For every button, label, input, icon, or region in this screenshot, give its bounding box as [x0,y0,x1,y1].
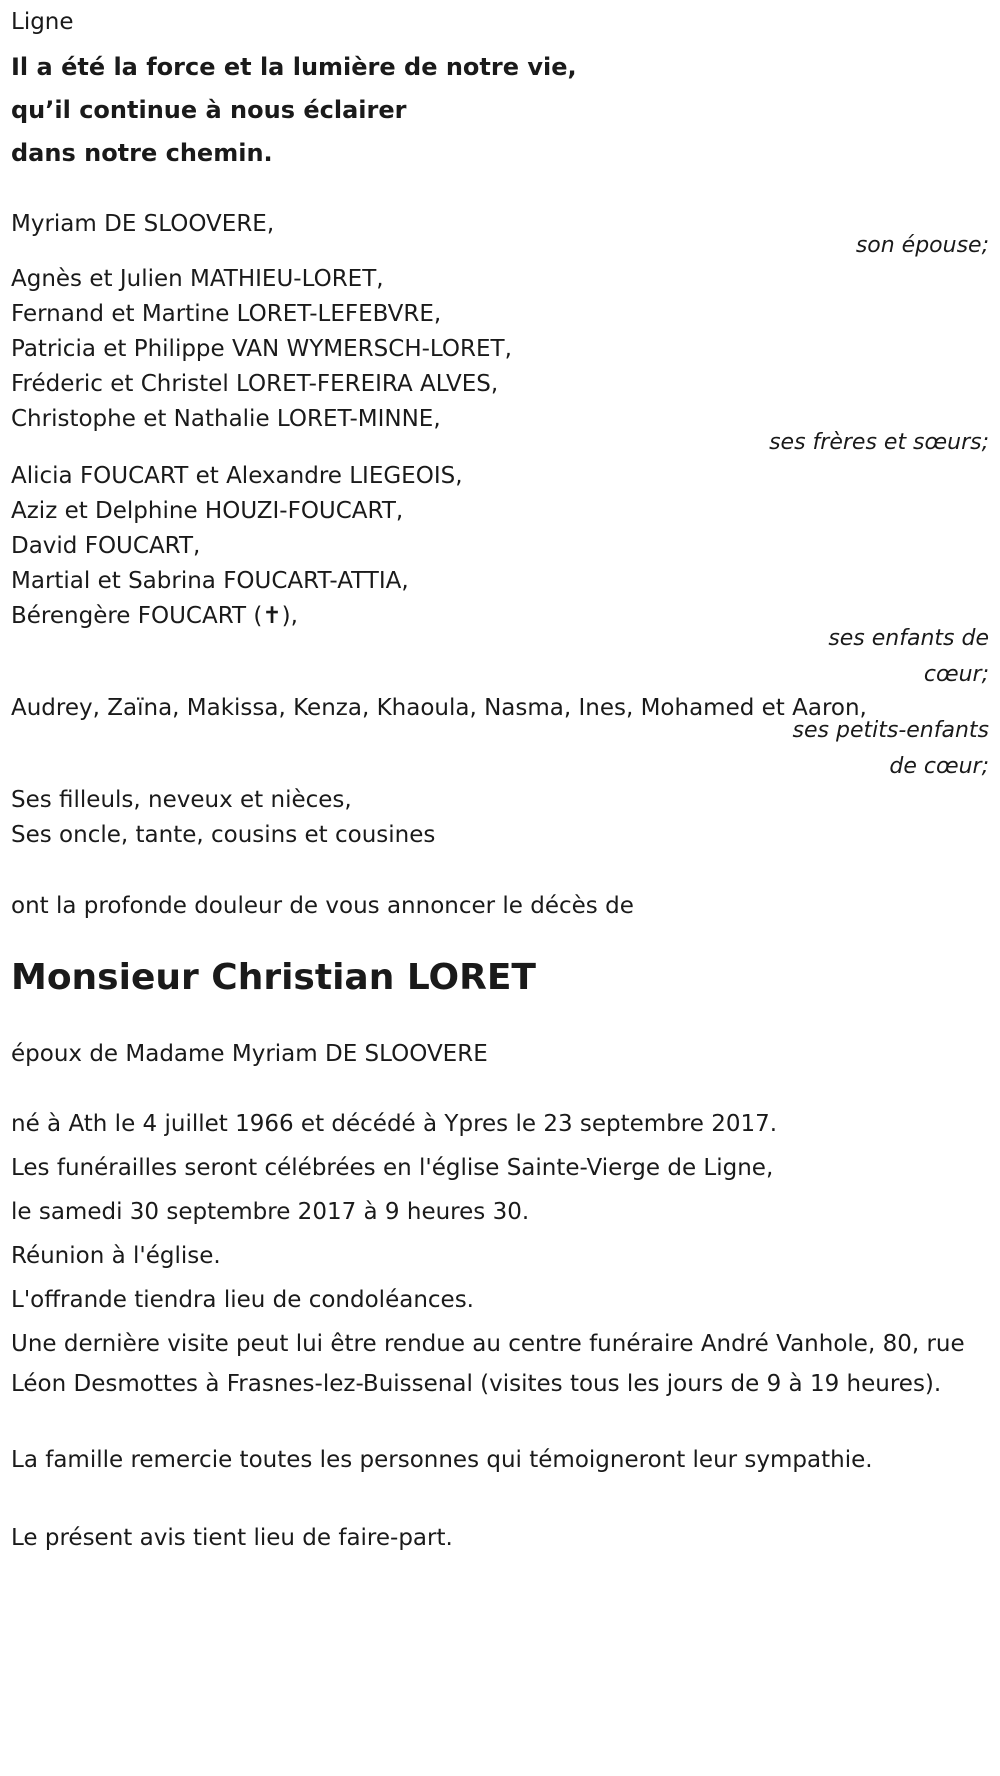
deceased-spouse-line: époux de Madame Myriam DE SLOOVERE [11,1041,488,1067]
spouse-name: Myriam DE SLOOVERE, [11,211,275,237]
children-role-line-2: cœur; [923,662,989,687]
sibling-1: Agnès et Julien MATHIEU-LORET, [11,266,384,292]
other-relatives-2: Ses oncle, tante, cousins et cousines [11,822,436,848]
child-4: Martial et Sabrina FOUCART-ATTIA, [11,568,409,594]
sibling-4: Fréderic et Christel LORET-FEREIRA ALVES, [11,371,499,397]
spouse-role: son épouse; [855,233,989,258]
offering-line: L'offrande tiendra lieu de condoléances. [11,1287,474,1313]
grandchildren-names: Audrey, Zaïna, Makissa, Kenza, Khaoula, Nasma, Ines, Mohamed et Aaron, [11,695,867,721]
notice-footer: Le présent avis tient lieu de faire-part. [11,1525,453,1551]
grandchildren-role-line-2: de cœur; [889,754,989,779]
funeral-date-line: le samedi 30 septembre 2017 à 9 heures 30. [11,1199,530,1225]
child-2: Aziz et Delphine HOUZI-FOUCART, [11,498,404,524]
visit-paragraph: Une dernière visite peut lui être rendue au centre funéraire André Vanhole, 80, rue Léon Desmottes à Frasnes-lez-Buissenal (visites tous les jours de 9 à 19 heures). [11,1331,965,1397]
funeral-location-line: Les funérailles seront célébrées en l'église Sainte-Vierge de Ligne, [11,1155,774,1181]
deceased-name: Monsieur Christian LORET [11,957,536,998]
meeting-line: Réunion à l'église. [11,1243,221,1269]
verse-line-1: Il a été la force et la lumière de notre vie, [11,53,577,81]
other-relatives-1: Ses filleuls, neveux et nièces, [11,787,352,813]
verse-line-2: qu’il continue à nous éclairer [11,96,407,124]
thanks-paragraph: La famille remercie toutes les personnes qui témoigneront leur sympathie. [11,1447,873,1473]
grandchildren-role-line-1: ses petits-enfants [792,718,989,743]
child-3: David FOUCART, [11,533,201,559]
sibling-2: Fernand et Martine LORET-LEFEBVRE, [11,301,442,327]
birth-death-line: né à Ath le 4 juillet 1966 et décédé à Ypres le 23 septembre 2017. [11,1111,778,1137]
announcement-text: ont la profonde douleur de vous annoncer le décès de [11,893,634,919]
child-1: Alicia FOUCART et Alexandre LIEGEOIS, [11,463,463,489]
verse-line-3: dans notre chemin. [11,139,273,167]
child-5: Bérengère FOUCART (✝), [11,603,298,629]
children-role-line-1: ses enfants de [828,626,989,651]
sibling-5: Christophe et Nathalie LORET-MINNE, [11,406,441,432]
sibling-3: Patricia et Philippe VAN WYMERSCH-LORET, [11,336,512,362]
siblings-role: ses frères et sœurs; [769,430,989,455]
location-label: Ligne [11,9,74,35]
